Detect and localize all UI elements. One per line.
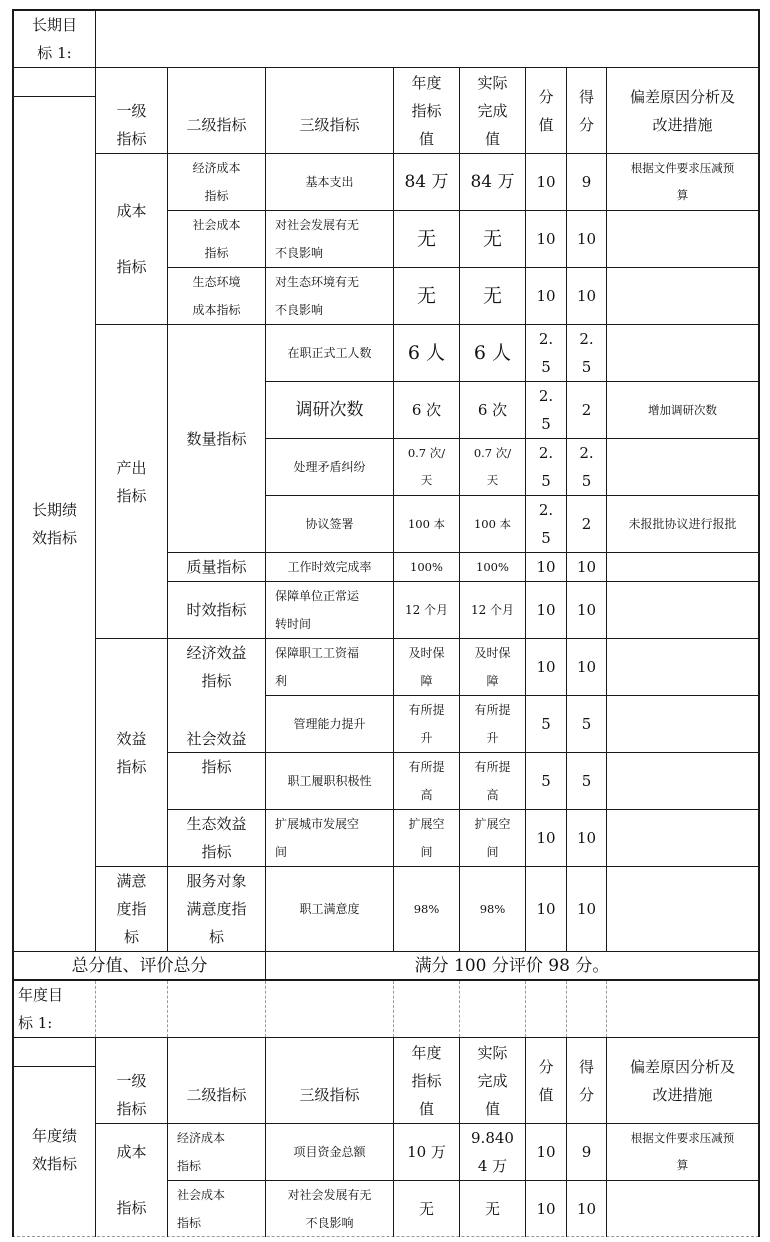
- row-actual-value: 100%: [476, 559, 509, 574]
- row-level3: 工作时效完成率: [287, 560, 372, 574]
- row-score: 10: [576, 558, 597, 576]
- row-level3: 职工履职积极性: [287, 774, 372, 788]
- satisfaction-indicator-label: 满意 度指 标: [116, 872, 147, 946]
- row-score: 10: [576, 230, 597, 248]
- row-annual-target: 6 次: [411, 401, 442, 419]
- row-level3: 调研次数: [295, 400, 364, 420]
- cost-indicator-label: 成本 指标: [116, 202, 147, 276]
- row-score: 10: [576, 658, 597, 676]
- row-level2: 质量指标: [186, 558, 247, 576]
- row-note: [607, 268, 758, 324]
- row-note: [607, 582, 758, 638]
- row-level3: 处理矛盾纠纷: [293, 460, 366, 474]
- row-score-value: 2. 5: [538, 330, 554, 376]
- row-score: 2: [581, 515, 592, 533]
- header-analysis: 偏差原因分析及 改进措施: [629, 1057, 735, 1104]
- social-benefit-label: 社会效益 指标: [186, 729, 247, 776]
- row-score-value: 10: [536, 829, 556, 847]
- row-level2: 经济效益 指标: [186, 644, 247, 690]
- row-level3: 对社会发展有无 不良影响: [275, 218, 360, 260]
- total-score-label: 总分值、评价总分: [71, 955, 208, 976]
- row-score-value: 10: [536, 287, 556, 305]
- row-actual-value: 12 个月: [470, 603, 515, 617]
- quantity-indicator-label: 数量指标: [186, 429, 247, 448]
- row-actual-value: 有所提 高: [474, 760, 511, 802]
- row-note: [607, 1181, 758, 1236]
- row-level3: 协议签署: [305, 517, 354, 531]
- row-level3: 职工满意度: [299, 902, 360, 916]
- header-annual-target: 年度 指标 值: [411, 1043, 442, 1118]
- row-annual-target: 6 人: [407, 342, 446, 364]
- header-level1: 一级 指标: [116, 101, 147, 148]
- output-indicator-label: 产出 指标: [116, 458, 147, 505]
- row-score-value: 10: [536, 601, 556, 619]
- row-annual-target: 10 万: [407, 1143, 446, 1161]
- row-level3: 扩展城市发展空 间: [275, 817, 360, 859]
- row-level3: 对社会发展有无 不良影响: [287, 1187, 372, 1230]
- row-score: 9: [581, 173, 592, 191]
- row-actual-value: 84 万: [470, 172, 515, 192]
- row-level3: 保障单位正常运 转时间: [275, 589, 360, 631]
- benefit-indicator-label: 效益 指标: [116, 729, 147, 776]
- row-level2: 服务对象 满意度指 标: [186, 872, 247, 946]
- row-note: [607, 696, 758, 752]
- row-note: [607, 553, 758, 581]
- row-note: [607, 439, 758, 495]
- row-level2: 生态效益 指标: [186, 815, 247, 861]
- row-level3: 项目资金总额: [293, 1145, 366, 1159]
- row-level3: 管理能力提升: [293, 717, 366, 731]
- row-note: [607, 325, 758, 381]
- row-level2: 时效指标: [186, 601, 247, 619]
- row-note: 增加调研次数: [648, 402, 717, 417]
- total-score-value: 满分 100 分评价 98 分。: [414, 955, 610, 976]
- header-actual-value: 实际 完成 值: [477, 1043, 508, 1118]
- row-score-value: 10: [536, 173, 556, 191]
- row-note: [607, 810, 758, 866]
- cost-indicator-label: 成本 指标: [116, 1143, 147, 1217]
- row-note: 未报批协议进行报批: [628, 517, 737, 531]
- row-score-value: 2. 5: [538, 501, 554, 547]
- row-actual-value: 无: [484, 1199, 500, 1218]
- header-level2: 二级指标: [186, 115, 247, 134]
- row-score: 10: [576, 287, 597, 305]
- row-annual-target: 扩展空 间: [408, 817, 445, 859]
- header-level3: 三级指标: [299, 115, 360, 134]
- row-score-value: 2. 5: [538, 444, 554, 490]
- row-actual-value: 无: [482, 285, 502, 307]
- row-note: [607, 211, 758, 267]
- row-annual-target: 有所提 高: [408, 760, 445, 802]
- row-annual-target: 无: [416, 228, 436, 250]
- row-score-value: 10: [536, 1143, 556, 1161]
- row-score: 9: [581, 1143, 592, 1161]
- row-actual-value: 及时保 障: [474, 646, 511, 688]
- row-annual-target: 无: [418, 1199, 434, 1218]
- row-score-value: 5: [541, 772, 551, 790]
- row-level3: 基本支出: [305, 175, 354, 189]
- row-actual-value: 扩展空 间: [474, 817, 511, 859]
- row-level3: 保障职工工资福 利: [275, 646, 360, 688]
- row-annual-target: 0.7 次/ 天: [407, 446, 446, 487]
- long-term-goal-label: 长期目 标 1:: [31, 16, 77, 62]
- row-score-value: 10: [536, 658, 556, 676]
- row-score-value: 2. 5: [538, 387, 554, 433]
- row-actual-value: 0.7 次/ 天: [473, 446, 512, 487]
- header-level1: 一级 指标: [116, 1071, 147, 1118]
- row-level2: 社会成本 指标: [177, 1187, 226, 1230]
- row-score-value: 5: [541, 715, 551, 733]
- annual-goal-label: 年度目 标 1:: [18, 986, 64, 1032]
- header-analysis: 偏差原因分析及 改进措施: [629, 87, 735, 134]
- row-actual-value: 有所提 升: [474, 703, 511, 745]
- row-note: 根据文件要求压减预 算: [630, 161, 735, 202]
- row-score-value: 10: [536, 558, 556, 576]
- row-actual-value: 98%: [479, 901, 506, 916]
- row-actual-value: 9.840 4 万: [471, 1129, 514, 1175]
- row-actual-value: 6 次: [477, 401, 508, 419]
- row-score: 2: [581, 401, 592, 419]
- row-annual-target: 12 个月: [404, 603, 449, 617]
- header-score-value: 分 值: [538, 87, 554, 134]
- row-annual-target: 84 万: [404, 172, 449, 192]
- row-annual-target: 有所提 升: [408, 703, 445, 745]
- header-level2: 二级指标: [186, 1085, 247, 1104]
- header-level3: 三级指标: [299, 1085, 360, 1104]
- header-score-value: 分 值: [538, 1057, 554, 1104]
- row-annual-target: 98%: [413, 901, 440, 916]
- row-note: 根据文件要求压减预 算: [630, 1131, 735, 1172]
- row-level3: 在职正式工人数: [287, 346, 372, 360]
- row-score: 5: [581, 715, 592, 733]
- row-level2: 经济成本 指标: [192, 161, 241, 203]
- row-level2: 生态环境 成本指标: [192, 275, 241, 317]
- row-note: [607, 753, 758, 809]
- row-annual-target: 及时保 障: [408, 646, 445, 688]
- row-annual-target: 100%: [410, 559, 443, 574]
- row-note: [607, 639, 758, 695]
- row-annual-target: 无: [416, 285, 436, 307]
- row-actual-value: 无: [482, 228, 502, 250]
- row-actual-value: 6 人: [473, 342, 512, 364]
- header-score: 得 分: [578, 87, 594, 134]
- row-annual-target: 100 本: [407, 516, 446, 531]
- row-score: 10: [576, 601, 597, 619]
- header-actual-value: 实际 完成 值: [477, 73, 508, 148]
- row-score: 2. 5: [579, 444, 594, 490]
- row-score-value: 10: [536, 230, 556, 248]
- row-score-value: 10: [536, 900, 556, 918]
- row-level2: 经济成本 指标: [177, 1131, 226, 1173]
- row-actual-value: 100 本: [473, 516, 512, 531]
- header-score: 得 分: [578, 1057, 594, 1104]
- row-score-value: 10: [536, 1199, 556, 1218]
- row-level2: 社会成本 指标: [192, 218, 241, 260]
- row-score: 10: [576, 1199, 597, 1218]
- row-score: 2. 5: [579, 330, 594, 376]
- row-score: 5: [581, 772, 592, 790]
- row-note: [607, 867, 758, 951]
- long-term-section-label: 长期绩 效指标: [31, 500, 77, 547]
- row-score: 10: [576, 900, 597, 918]
- row-level3: 对生态环境有无 不良影响: [275, 275, 360, 317]
- header-annual-target: 年度 指标 值: [411, 73, 442, 148]
- annual-section-label: 年度绩 效指标: [31, 1127, 77, 1173]
- row-score: 10: [576, 829, 597, 847]
